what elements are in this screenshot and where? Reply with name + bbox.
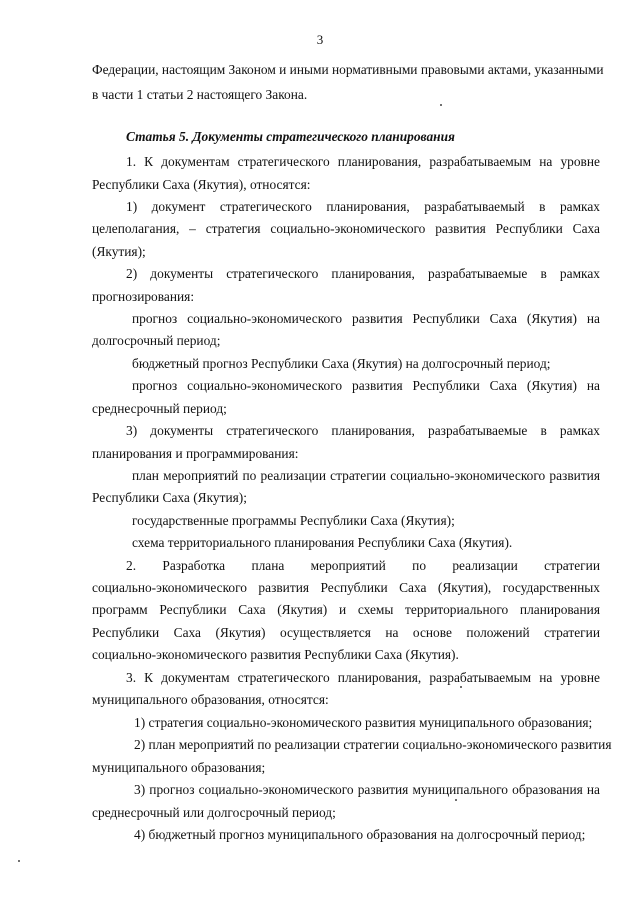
text-line: Федерации, настоящим Законом и иными нормативными правовыми актами, указанными xyxy=(92,62,604,77)
text-line: 2) документы стратегического планирования, разрабатываемые в рамках xyxy=(126,266,600,281)
text-line: социально-экономического развития Республики Саха (Якутия), государственных xyxy=(92,580,600,595)
article-heading: Статья 5. Документы стратегического планирования xyxy=(126,129,455,144)
text-line: прогноз социально-экономического развития Республики Саха (Якутия) на xyxy=(132,378,600,393)
text-line: в части 1 статьи 2 настоящего Закона. xyxy=(92,87,308,102)
page-number: 3 xyxy=(316,32,324,47)
text-line: муниципального образования; xyxy=(92,760,266,775)
text-line: среднесрочный или долгосрочный период; xyxy=(92,805,336,820)
text-line: план мероприятий по реализации стратегии социально-экономического развития xyxy=(132,468,600,483)
text-line: бюджетный прогноз Республики Саха (Якутия) на долгосрочный период; xyxy=(132,356,551,371)
text-line: 3) документы стратегического планирования, разрабатываемые в рамках xyxy=(126,423,600,438)
text-line: программ Республики Саха (Якутия) и схемы территориального планирования xyxy=(92,602,600,617)
scan-speck xyxy=(18,860,20,862)
text-line: Республики Саха (Якутия) осуществляется на основе положений стратегии xyxy=(92,625,600,640)
scan-speck xyxy=(455,799,457,801)
text-line: 1) стратегия социально-экономического развития муниципального образования; xyxy=(134,715,593,730)
text-line: долгосрочный период; xyxy=(92,333,221,348)
text-line: Республики Саха (Якутия), относятся: xyxy=(92,177,311,192)
text-line: муниципального образования, относятся: xyxy=(92,692,329,707)
text-line: планирования и программирования: xyxy=(92,446,299,461)
text-line: прогнозирования: xyxy=(92,289,195,304)
text-line: (Якутия); xyxy=(92,244,146,259)
text-line: 2) план мероприятий по реализации стратегии социально-экономического развития xyxy=(134,737,612,752)
text-line: 3. К документам стратегического планирования, разрабатываемым на уровне xyxy=(126,670,600,685)
text-line: 1) документ стратегического планирования, разрабатываемый в рамках xyxy=(126,199,600,214)
text-line: 4) бюджетный прогноз муниципального образования на долгосрочный период; xyxy=(134,827,586,842)
scan-speck xyxy=(440,104,442,106)
scan-speck xyxy=(460,686,462,688)
text-line: 3) прогноз социально-экономического развития муниципального образования на xyxy=(134,782,600,797)
text-line: целеполагания, – стратегия социально-экономического развития Республики Саха xyxy=(92,221,600,236)
text-line: 2. Разработка плана мероприятий по реализации стратегии xyxy=(126,558,600,573)
text-line: прогноз социально-экономического развития Республики Саха (Якутия) на xyxy=(132,311,600,326)
text-line: Республики Саха (Якутия); xyxy=(92,490,247,505)
text-line: 1. К документам стратегического планирования, разрабатываемым на уровне xyxy=(126,154,600,169)
text-line: среднесрочный период; xyxy=(92,401,227,416)
text-line: схема территориального планирования Республики Саха (Якутия). xyxy=(132,535,513,550)
text-line: государственные программы Республики Саха (Якутия); xyxy=(132,513,455,528)
text-line: социально-экономического развития Республики Саха (Якутия). xyxy=(92,647,459,662)
